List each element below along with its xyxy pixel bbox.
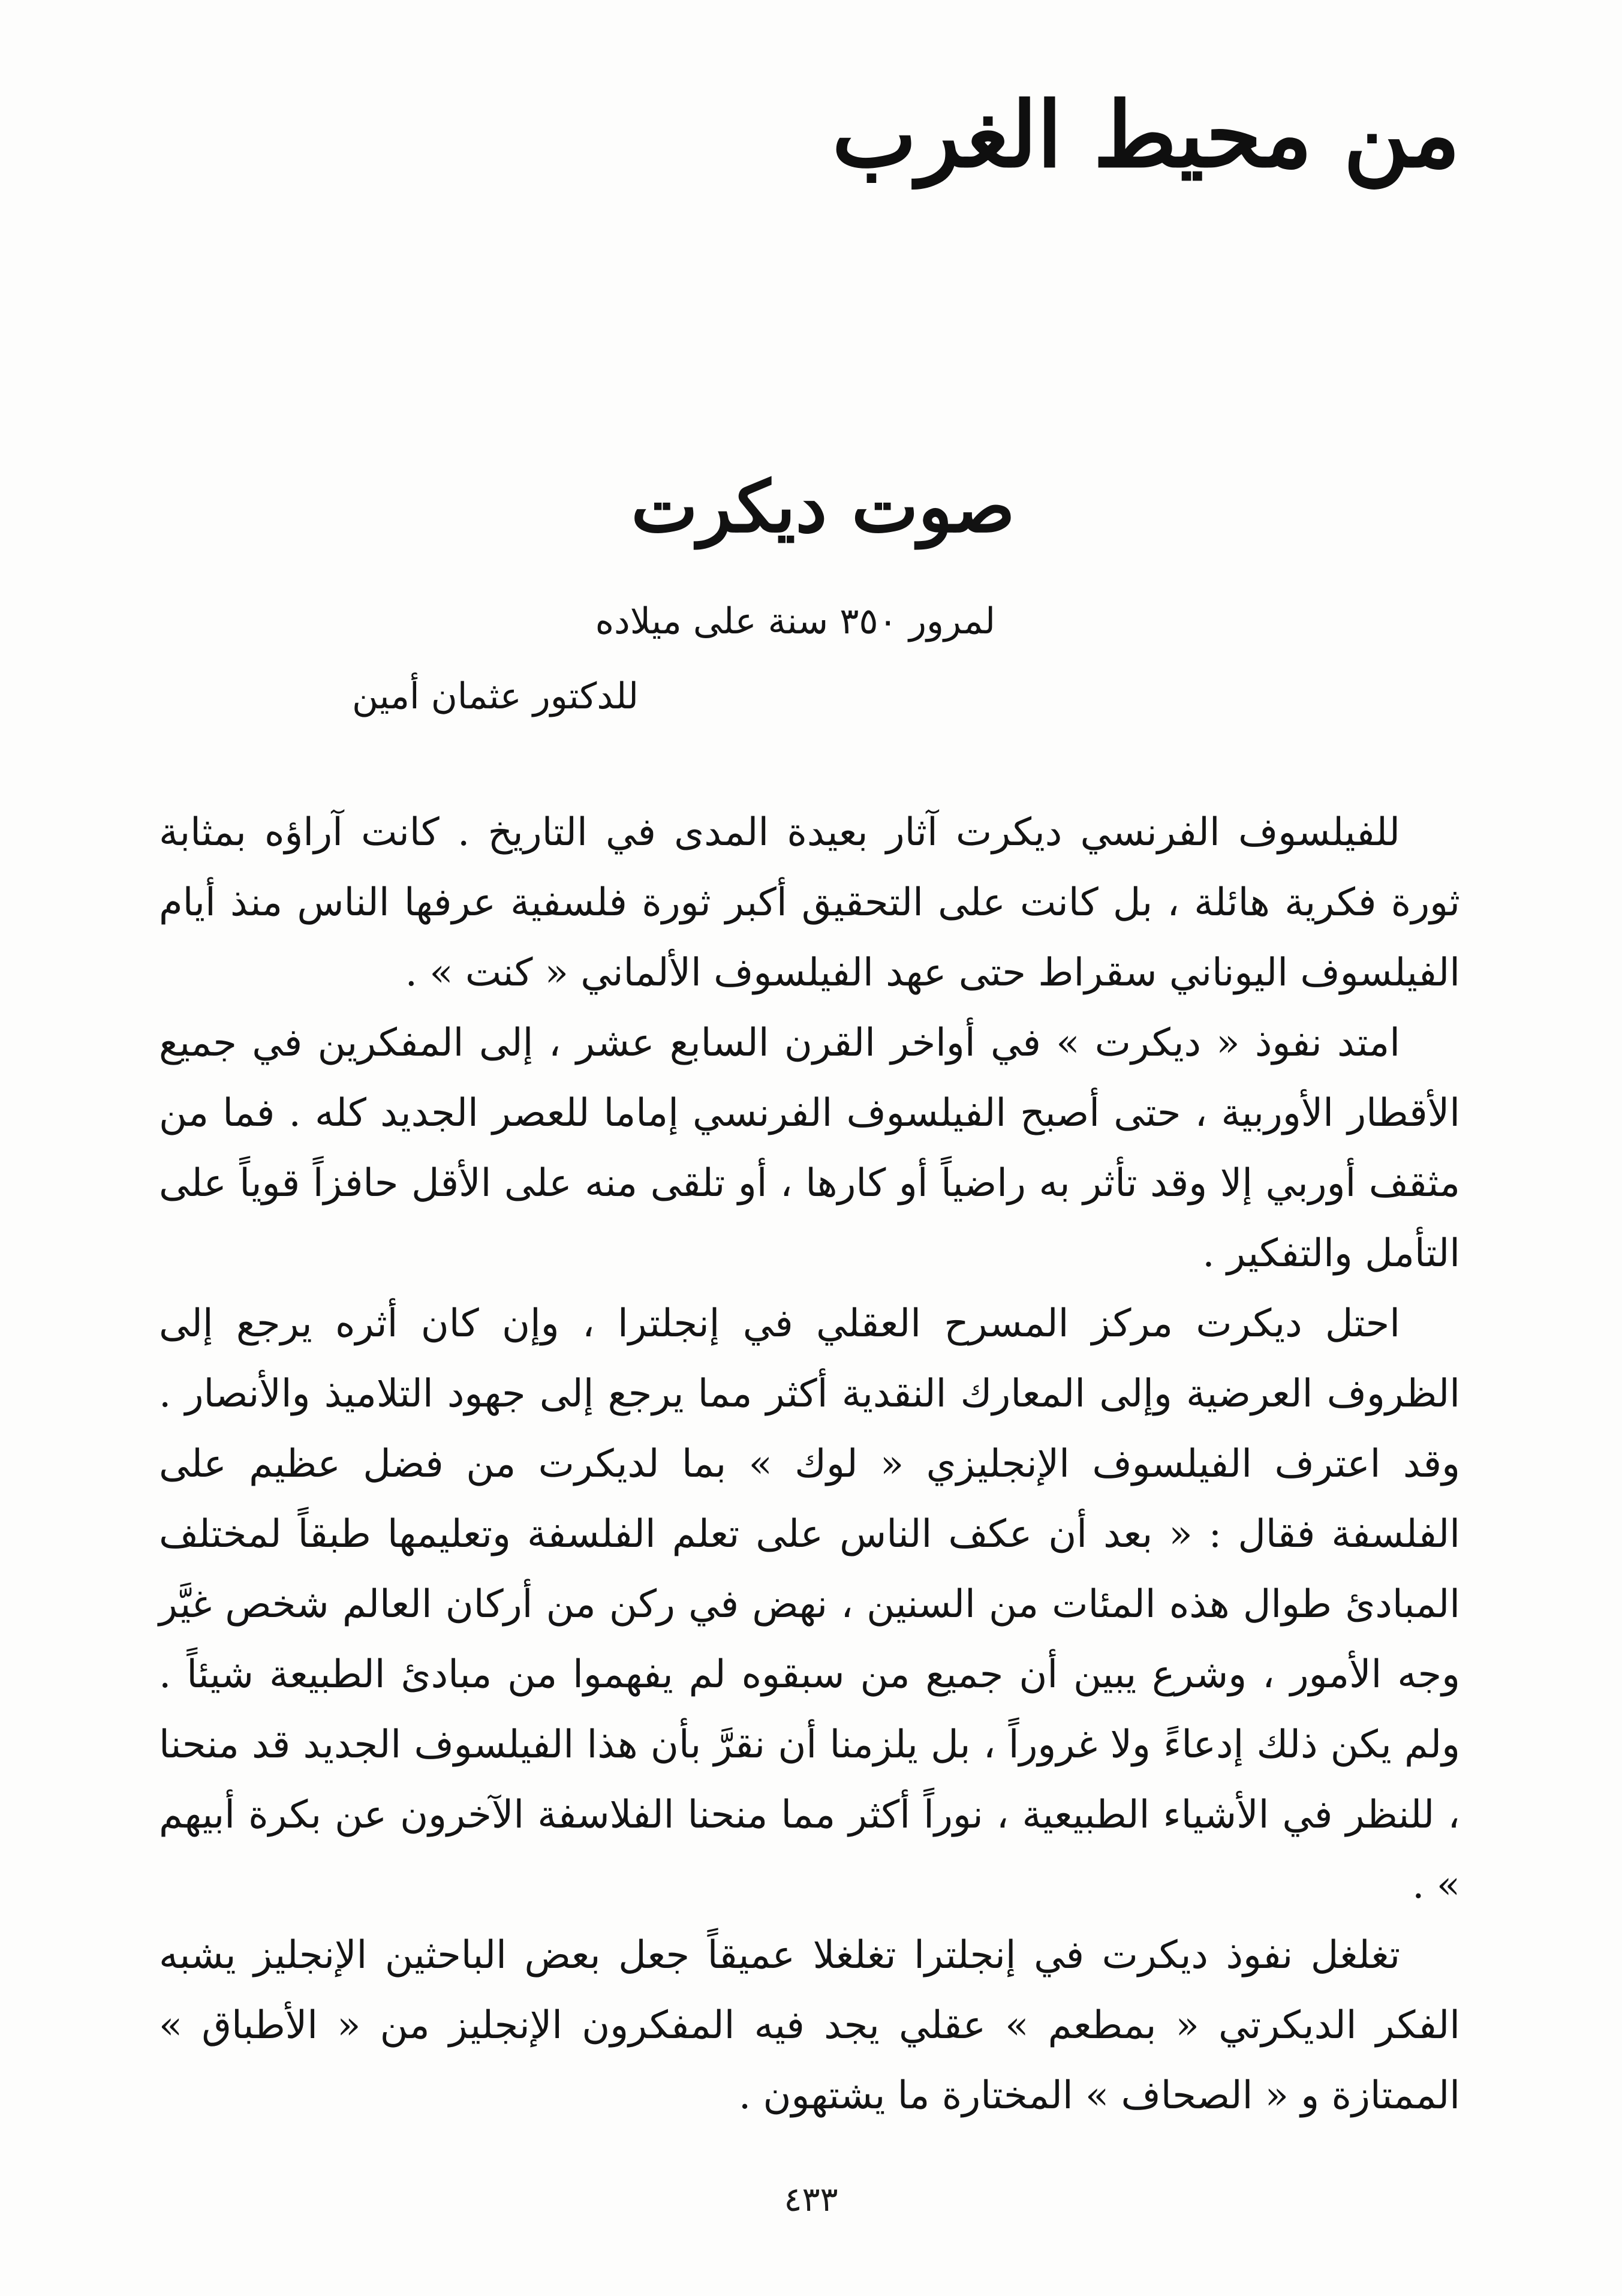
page-number: ٤٣٣ xyxy=(784,2180,838,2219)
paragraph: احتل ديكرت مركز المسرح العقلي في إنجلترا ، وإن كان أثره يرجع إلى الظروف العرضية وإلى المعارك النقدية أكثر مما يرجع إلى جهود التلاميذ والأنصار . وقد اعترف الفيلسوف الإنجليزي « لوك » بما لديكرت من فضل عظيم على الفلسفة فقال : « بعد أن عكف الناس على تعلم الفلسفة وتعليمها طبقاً لمختلف المبادئ طوال هذه المئات من السنين ، نهض في ركن من أركان العالم شخص غيَّر وجه الأمور ، وشرع يبين أن جميع من سبقوه لم يفهموا من مبادئ الطبيعة شيئاً . ولم يكن ذلك إدعاءً ولا غروراً ، بل يلزمنا أن نقرَّ بأن هذا الفيلسوف الجديد قد منحنا ، للنظر في الأشياء الطبيعية ، نوراً أكثر مما منحنا الفلاسفة الآخرون عن بكرة أبيهم » . xyxy=(159,1302,1460,1907)
section-header: من محيط الغرب xyxy=(832,82,1460,188)
article-author: للدكتور عثمان أمين xyxy=(352,675,639,717)
article-subtitle: لمرور ٣٥٠ سنة على ميلاده xyxy=(595,600,995,642)
article-body xyxy=(159,798,1460,2131)
paragraph: امتد نفوذ « ديكرت » في أواخر القرن السابع عشر ، إلى المفكرين في جميع الأقطار الأوربية ، حتى أصبح الفيلسوف الفرنسي إماما للعصر الجديد كله . فما من مثقف أوربي إلا وقد تأثر به راضياً أو كارها ، أو تلقى منه على الأقل حافزاً قوياً على التأمل والتفكير . xyxy=(159,1021,1461,1276)
paragraph: للفيلسوف الفرنسي ديكرت آثار بعيدة المدى في التاريخ . كانت آراؤه بمثابة ثورة فكرية هائلة ، بل كانت على التحقيق أكبر ثورة فلسفية عرفها الناس منذ أيام الفيلسوف اليوناني سقراط حتى عهد الفيلسوف الألماني « كنت » . xyxy=(159,810,1460,995)
article-title: صوت ديكرت xyxy=(631,465,1015,548)
paragraph: تغلغل نفوذ ديكرت في إنجلترا تغلغلا عميقاً جعل بعض الباحثين الإنجليز يشبه الفكر الديكرتي « بمطعم » عقلي يجد فيه المفكرون الإنجليز من « الأطباق » الممتازة و « الصحاف » المختارة ما يشتهون . xyxy=(159,1933,1460,2118)
